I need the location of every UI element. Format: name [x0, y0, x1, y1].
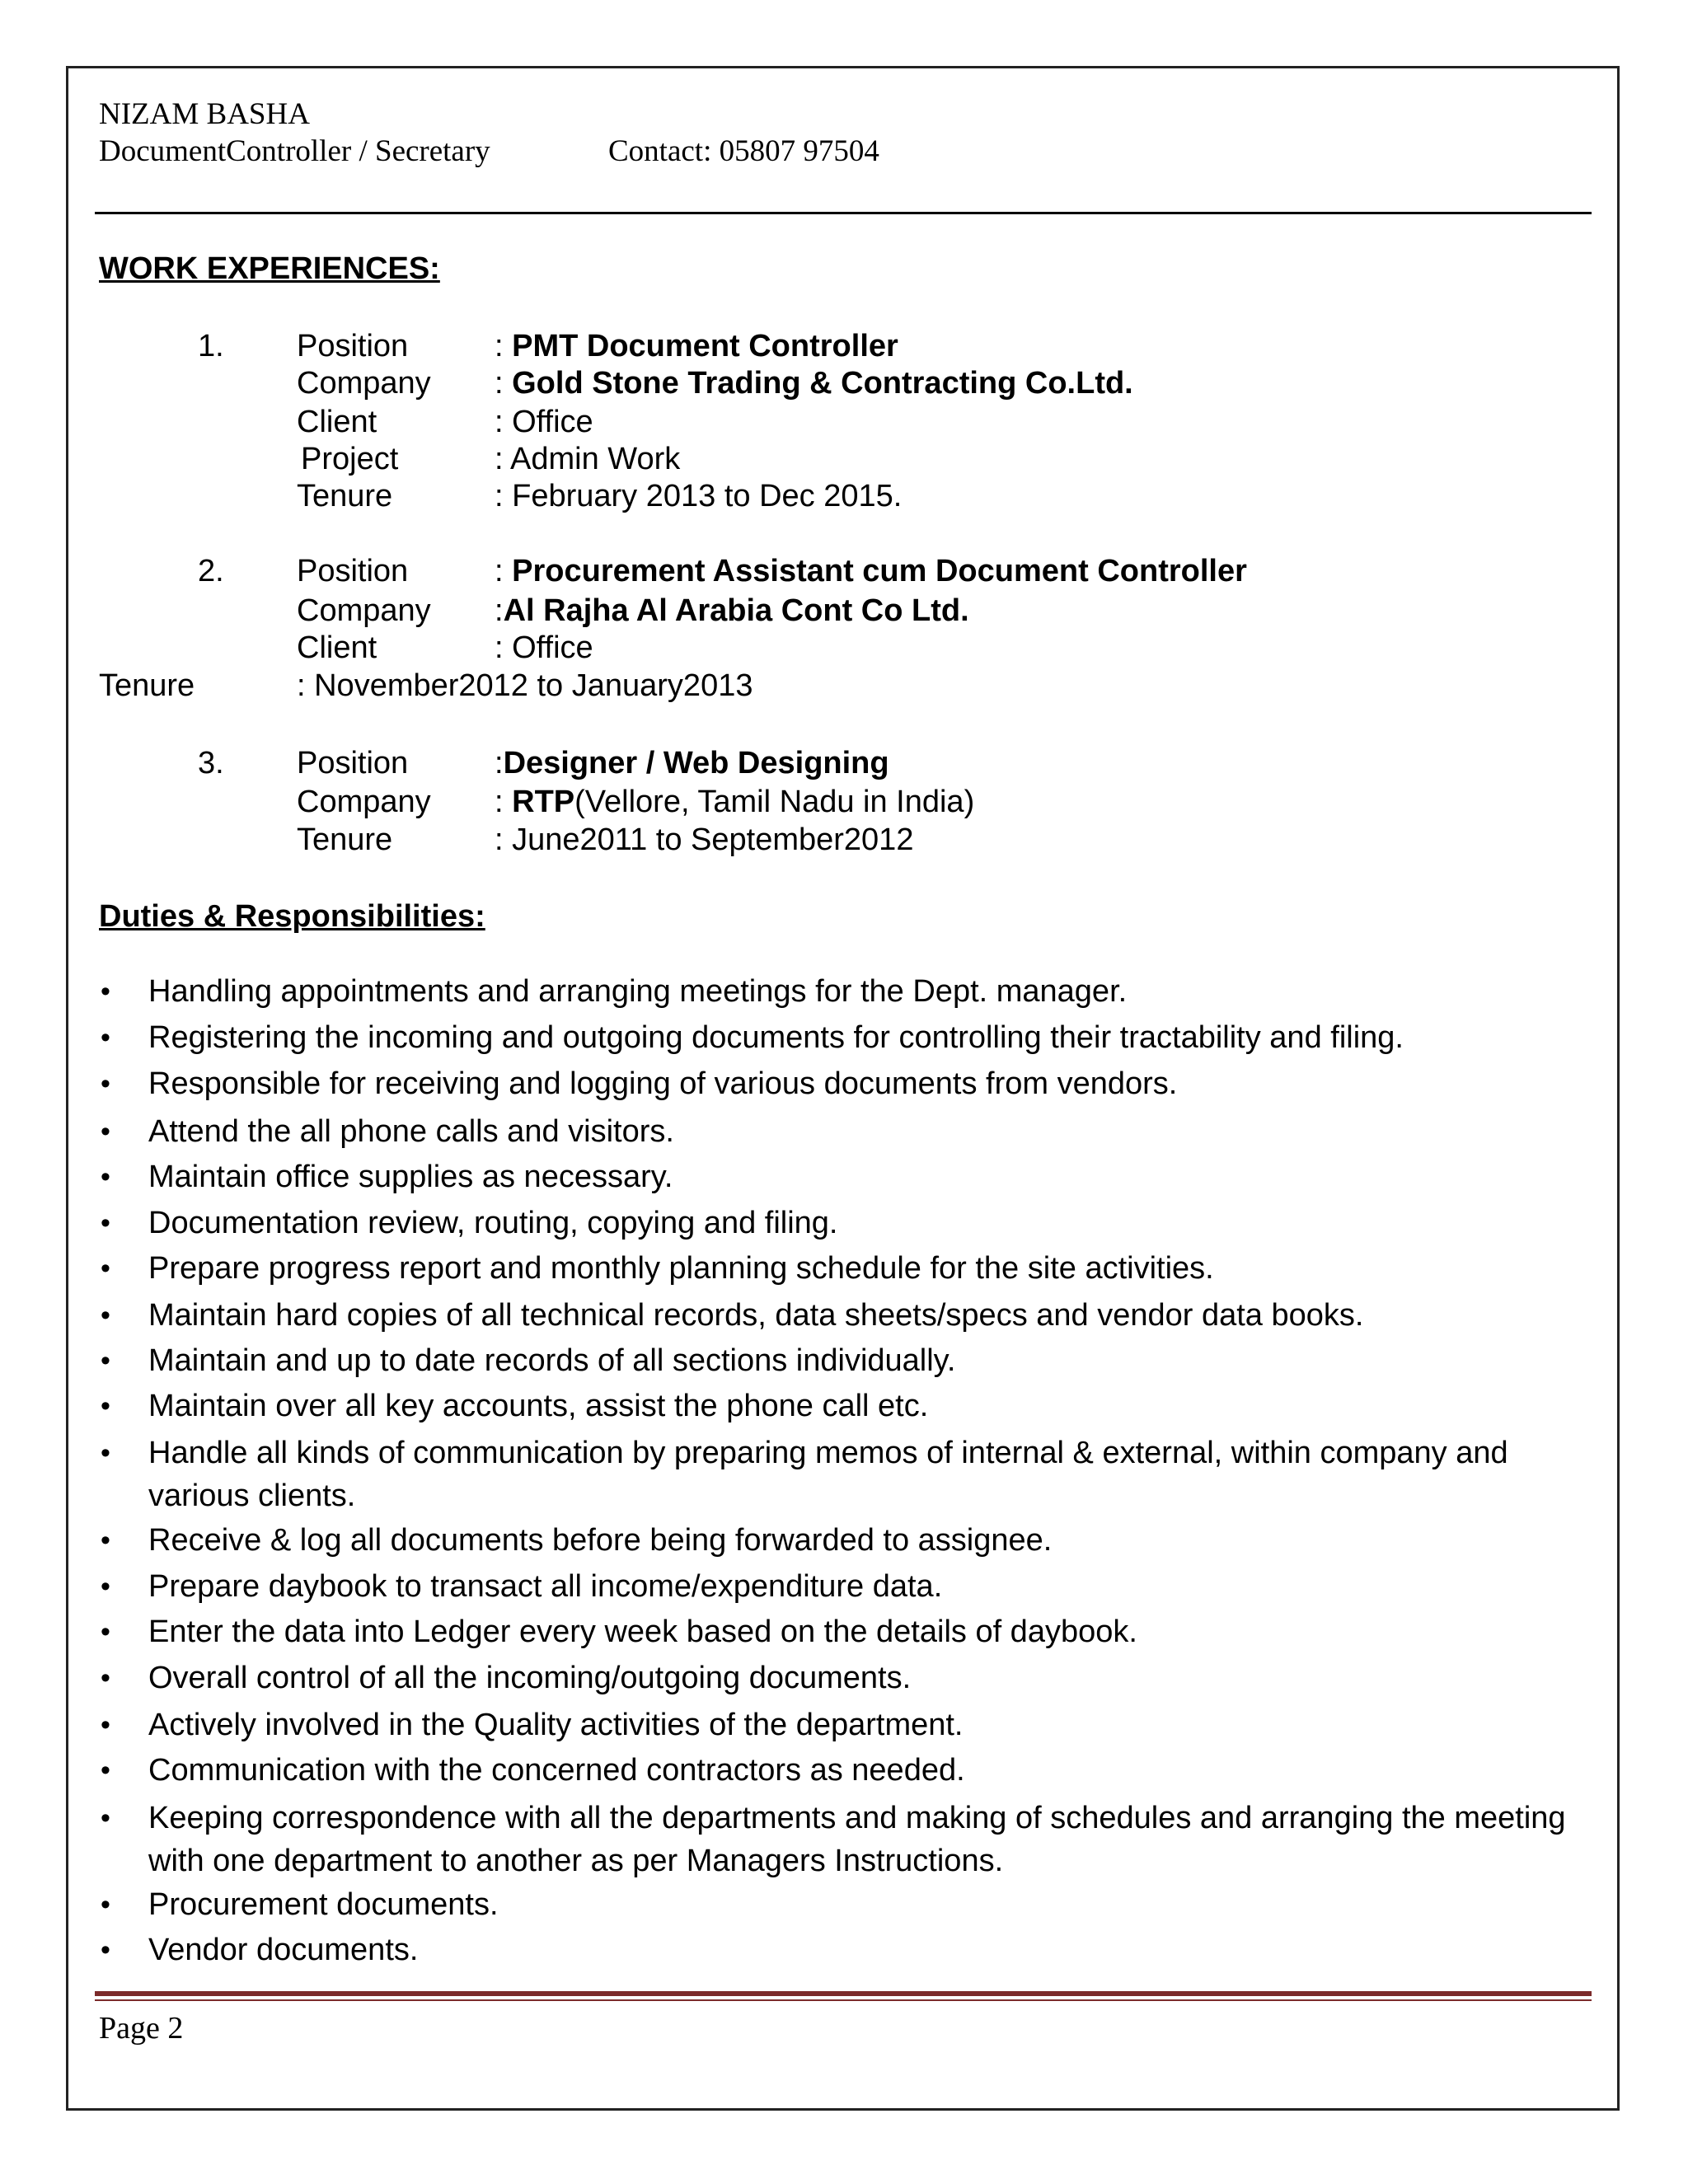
- job-field-label: Client: [297, 630, 377, 665]
- job-field-value: [495, 592, 969, 630]
- duty-item: Registering the incoming and outgoing documents for controlling their tractability and filing.: [148, 1020, 1404, 1055]
- bullet-icon: •: [101, 1755, 110, 1786]
- header-name: NIZAM BASHA: [99, 97, 310, 131]
- bullet-icon: •: [101, 1571, 110, 1602]
- duty-item: Maintain hard copies of all technical records, data sheets/specs and vendor data books.: [148, 1298, 1364, 1333]
- job-field-label: Company: [297, 366, 431, 401]
- job-field-value: [495, 440, 680, 478]
- bullet-icon: •: [101, 1709, 110, 1741]
- job-field-label: Position: [297, 746, 409, 780]
- job-field-value: [495, 783, 974, 821]
- bullet-icon: •: [101, 1437, 110, 1469]
- header-contact: Contact: 05807 97504: [608, 134, 879, 168]
- job-field-label: Project: [301, 442, 399, 476]
- bullet-icon: •: [101, 1525, 110, 1556]
- job-field-value: [495, 821, 913, 859]
- duty-item: Procurement documents.: [148, 1887, 499, 1922]
- job-field-label: Company: [297, 593, 431, 628]
- job-field-value-plain: :: [495, 329, 513, 363]
- duty-item: Vendor documents.: [148, 1933, 419, 1967]
- duty-item: Handling appointments and arranging meetings for the Dept. manager.: [148, 974, 1128, 1009]
- duty-item: Actively involved in the Quality activities of the department.: [148, 1708, 964, 1742]
- job-field-value-plain: : November2012 to January2013: [297, 668, 753, 703]
- bullet-icon: •: [101, 1934, 110, 1966]
- duty-item: Communication with the concerned contractors as needed.: [148, 1753, 965, 1788]
- job-field-label: Tenure: [297, 479, 393, 513]
- bullet-icon: •: [101, 1116, 110, 1147]
- job-number: 1.: [198, 329, 224, 363]
- bullet-icon: •: [101, 1616, 110, 1647]
- job-field-value: [495, 552, 1247, 590]
- bullet-icon: •: [101, 1207, 110, 1239]
- header-divider: [95, 212, 1592, 214]
- duty-item: Attend the all phone calls and visitors.: [148, 1114, 674, 1149]
- duty-item: Enter the data into Ledger every week based on the details of daybook.: [148, 1615, 1137, 1649]
- job-number: 2.: [198, 554, 224, 588]
- job-field-value-plain: : Office: [495, 630, 593, 665]
- job-field-value-bold: RTP: [512, 785, 575, 819]
- footer-divider: [95, 1991, 1592, 1996]
- job-field-value-plain: : February 2013 to Dec 2015.: [495, 479, 903, 513]
- duty-item: Receive & log all documents before being forwarded to assignee.: [148, 1523, 1053, 1558]
- bullet-icon: •: [101, 1300, 110, 1331]
- job-field-value: [495, 403, 593, 441]
- job-field-label: Tenure: [297, 823, 393, 857]
- bullet-icon: •: [101, 1161, 110, 1193]
- job-field-value-plain: :: [495, 593, 504, 628]
- job-field-value: [495, 744, 889, 782]
- bullet-icon: •: [101, 1390, 110, 1422]
- job-field-value-plain: :: [495, 554, 513, 588]
- work-experiences-heading: WORK EXPERIENCES:: [99, 251, 440, 286]
- job-field-label: Tenure: [99, 668, 195, 703]
- bullet-icon: •: [101, 1345, 110, 1376]
- job-field-value-bold: PMT Document Controller: [512, 329, 898, 363]
- duty-item: Maintain over all key accounts, assist the phone call etc.: [148, 1389, 929, 1423]
- job-field-label: Position: [297, 329, 409, 363]
- job-field-value-plain: :: [495, 366, 513, 401]
- duty-item: Handle all kinds of communication by preparing memos of internal & external, within company and various clients.: [148, 1436, 1508, 1513]
- duty-item: Documentation review, routing, copying and filing.: [148, 1206, 838, 1240]
- page-number: Page 2: [99, 2011, 184, 2046]
- job-field-value-bold: Al Rajha Al Arabia Cont Co Ltd.: [503, 593, 969, 628]
- bullet-icon: •: [101, 1253, 110, 1284]
- duty-item: Maintain and up to date records of all sections individually.: [148, 1343, 956, 1378]
- duty-item: Prepare daybook to transact all income/expenditure data.: [148, 1569, 943, 1604]
- bullet-icon: •: [101, 1662, 110, 1694]
- job-field-value-plain: : June2011 to September2012: [495, 823, 914, 857]
- job-field-label: Company: [297, 785, 431, 819]
- job-field-value-bold: Procurement Assistant cum Document Controller: [512, 554, 1247, 588]
- job-field-value-bold: Gold Stone Trading & Contracting Co.Ltd.: [512, 366, 1133, 401]
- job-field-value: [495, 327, 898, 365]
- job-field-value-rest: (Vellore, Tamil Nadu in India): [574, 785, 975, 819]
- job-field-value-plain: : Admin Work: [495, 442, 681, 476]
- job-field-value: [495, 477, 902, 515]
- header-role: DocumentController / Secretary: [99, 134, 490, 168]
- job-number: 3.: [198, 746, 224, 780]
- duty-item: Overall control of all the incoming/outgoing documents.: [148, 1661, 912, 1695]
- duty-item: Prepare progress report and monthly planning schedule for the site activities.: [148, 1251, 1214, 1286]
- footer-divider-thin: [95, 1999, 1592, 2001]
- bullet-icon: •: [101, 1802, 110, 1834]
- job-field-value-plain: :: [495, 746, 504, 780]
- bullet-icon: •: [101, 1068, 110, 1099]
- job-field-value-plain: : Office: [495, 405, 593, 439]
- job-field-value-plain: :: [495, 785, 513, 819]
- bullet-icon: •: [101, 1889, 110, 1920]
- job-field-value-bold: Designer / Web Designing: [503, 746, 889, 780]
- duties-heading: Duties & Responsibilities:: [99, 899, 485, 934]
- duty-item: Keeping correspondence with all the departments and making of schedules and arranging the meeting with one department to another as per Managers Instructions.: [148, 1801, 1566, 1878]
- job-field-value: [495, 364, 1133, 402]
- job-field-value: [297, 667, 753, 705]
- duty-item: Maintain office supplies as necessary.: [148, 1160, 673, 1194]
- job-field-label: Position: [297, 554, 409, 588]
- job-field-value: [495, 629, 593, 667]
- job-field-label: Client: [297, 405, 377, 439]
- bullet-icon: •: [101, 976, 110, 1007]
- duty-item: Responsible for receiving and logging of various documents from vendors.: [148, 1066, 1178, 1101]
- bullet-icon: •: [101, 1022, 110, 1053]
